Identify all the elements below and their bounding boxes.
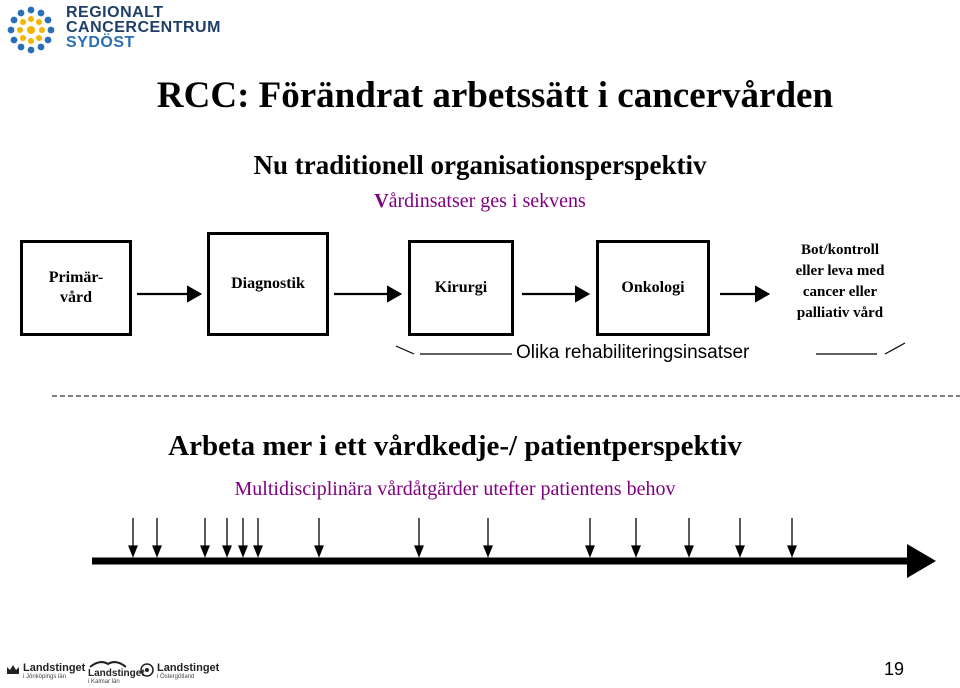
intervention-arrows xyxy=(129,518,796,556)
logo-text xyxy=(66,5,221,50)
step-box-primarvard xyxy=(20,240,132,336)
intervention-arrow xyxy=(632,518,640,556)
step-box-kirurgi xyxy=(408,240,514,336)
intervention-arrow xyxy=(254,518,262,556)
sunburst-logo-icon xyxy=(2,2,60,58)
outcome-line: Bot/kontroll xyxy=(800,242,880,258)
intervention-arrow xyxy=(129,518,137,556)
footer-logo-jonkoping xyxy=(6,663,86,681)
step-label: Onkologi xyxy=(621,279,685,296)
footer-logo-ostergotland xyxy=(140,663,220,681)
timeline-arrowhead xyxy=(907,544,936,578)
rcc-logo xyxy=(2,2,221,58)
footer-logo-name: Landstinget xyxy=(88,668,145,679)
intervention-arrow xyxy=(223,518,231,556)
patient-subtitle: Multidisciplinära vårdåtgärder utefter patientens behov xyxy=(234,478,676,500)
intervention-arrow xyxy=(685,518,693,556)
landstinget-bird-icon xyxy=(88,659,128,668)
intervention-arrow xyxy=(239,518,247,556)
intervention-arrow xyxy=(201,518,209,556)
landstinget-emblem-icon xyxy=(140,663,154,677)
footer-logo-sub: i Jönköpings län xyxy=(23,674,67,680)
step-box-diagnostik xyxy=(207,232,329,336)
patient-heading: Arbeta mer i ett vårdkedje-/ patientperspektiv xyxy=(168,430,742,462)
footer-logo-name: Landstinget xyxy=(23,662,86,674)
logo-line-2: CANCERCENTRUM xyxy=(66,19,221,36)
intervention-arrow xyxy=(315,518,323,556)
traditional-heading: Nu traditionell organisationsperspektiv xyxy=(253,150,707,180)
traditional-subtitle xyxy=(0,190,960,213)
intervention-arrow xyxy=(415,518,423,556)
slide-title: RCC: Förändrat arbetssätt i cancervården xyxy=(156,75,834,116)
footer-logo-sub: i Östergötland xyxy=(157,674,195,680)
logo-line-3: SYDÖST xyxy=(66,34,135,51)
rehab-label: Olika rehabiliteringsinsatser xyxy=(516,342,750,363)
rehab-line-left-tick xyxy=(396,346,414,354)
step-label: Kirurgi xyxy=(434,279,488,296)
subtitle-rest: årdinsatser ges i sekvens xyxy=(388,190,586,212)
outcome-text xyxy=(776,240,904,324)
logo-line-1: REGIONALT xyxy=(66,4,164,21)
footer-logo-sub: i Kalmar län xyxy=(88,679,120,685)
footer-logo-name: Landstinget xyxy=(157,662,220,674)
subtitle-initial: V xyxy=(374,190,389,212)
footer-logo-kalmar xyxy=(88,659,145,686)
outcome-line: palliativ vård xyxy=(796,305,884,321)
rehab-line-right-tick xyxy=(885,343,905,354)
intervention-arrow xyxy=(788,518,796,556)
intervention-arrow xyxy=(736,518,744,556)
page-number: 19 xyxy=(884,659,905,679)
intervention-arrow xyxy=(586,518,594,556)
outcome-line: cancer eller xyxy=(802,284,878,300)
intervention-arrow xyxy=(484,518,492,556)
step-label: vård xyxy=(60,289,92,306)
outcome-line: eller leva med xyxy=(795,263,885,279)
step-box-onkologi xyxy=(596,240,710,336)
intervention-arrow xyxy=(153,518,161,556)
landstinget-crown-icon xyxy=(6,663,20,675)
step-label: Primär- xyxy=(48,269,104,286)
step-label: Diagnostik xyxy=(231,275,305,292)
